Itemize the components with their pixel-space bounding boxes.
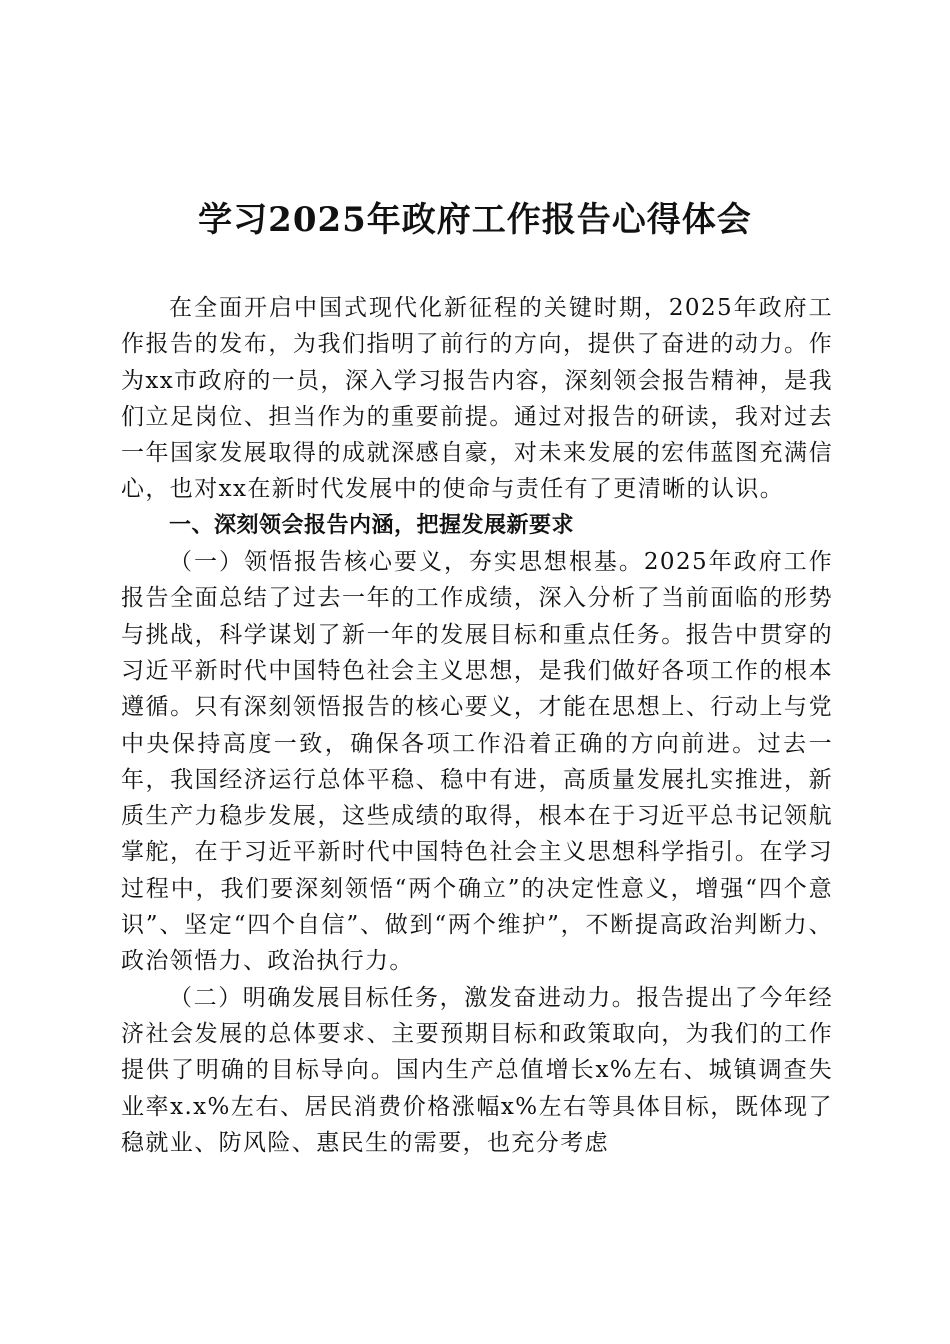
document-body	[121, 290, 833, 1161]
section-paragraph-1: （一）领悟报告核心要义，夯实思想根基。2025年政府工作报告全面总结了过去一年的工作成绩，深入分析了当前面临的形势与挑战，科学谋划了新一年的发展目标和重点任务。报告中贯穿的习近平新时代中国特色社会主义思想，是我们做好各项工作的根本遵循。只有深刻领悟报告的核心要义，才能在思想上、行动上与党中央保持高度一致，确保各项工作沿着正确的方向前进。过去一年，我国经济运行总体平稳、稳中有进，高质量发展扎实推进，新质生产力稳步发展，这些成绩的取得，根本在于习近平总书记领航掌舵，在于习近平新时代中国特色社会主义思想科学指引。在学习过程中，我们要深刻领悟“两个确立”的决定性意义，增强“四个意识”、坚定“四个自信”、做到“两个维护”，不断提高政治判断力、政治领悟力、政治执行力。	[121, 549, 833, 975]
section-paragraph-2: （二）明确发展目标任务，激发奋进动力。报告提出了今年经济社会发展的总体要求、主要预期目标和政策取向，为我们的工作提供了明确的目标导向。国内生产总值增长x%左右、城镇调查失业率x.x%左右、居民消费价格涨幅x%左右等具体目标，既体现了稳就业、防风险、惠民生的需要，也充分考虑	[121, 984, 833, 1156]
document-title: 学习2025年政府工作报告心得体会	[198, 200, 752, 240]
intro-paragraph: 在全面开启中国式现代化新征程的关键时期，2025年政府工作报告的发布，为我们指明了前行的方向，提供了奋进的动力。作为xx市政府的一员，深入学习报告内容，深刻领会报告精神，是我们立足岗位、担当作为的重要前提。通过对报告的研读，我对过去一年国家发展取得的成就深感自豪，对未来发展的宏伟蓝图充满信心，也对xx在新时代发展中的使命与责任有了更清晰的认识。	[121, 295, 833, 503]
section-heading: 一、深刻领会报告内涵，把握发展新要求	[169, 512, 575, 538]
